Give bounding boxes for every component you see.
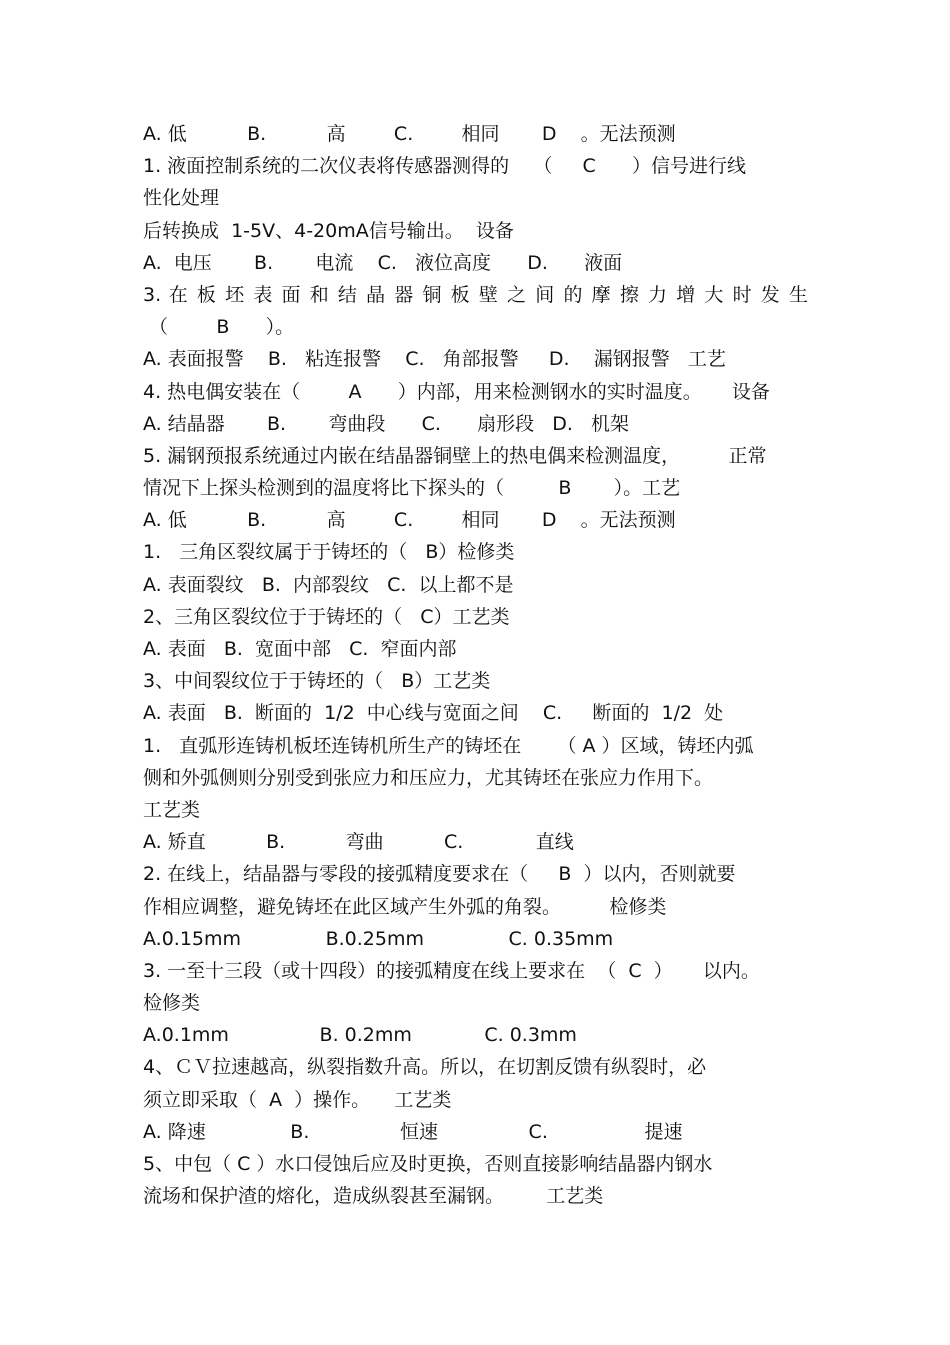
text-line: 2、三角区裂纹位于于铸坯的（ C）工艺类 <box>143 605 510 628</box>
text-line: 1. 三角区裂纹属于于铸坯的（ B）检修类 <box>143 541 515 564</box>
text-line: A. 表面 B. 断面的 1/2 中心线与宽面之间 C. 断面的 1/2 处 <box>143 702 724 725</box>
text-line: 1. 液面控制系统的二次仪表将传感器测得的 （ C ）信号进行线 <box>143 155 747 178</box>
text-line: 情况下上探头检测到的温度将比下探头的（ B ）。工艺 <box>143 477 681 500</box>
text-line: A. 电压 B. 电流 C. 液位高度 D. 液面 <box>143 251 623 274</box>
text-line: 作相应调整，避免铸坯在此区域产生外弧的角裂。 检修类 <box>143 895 667 918</box>
text-line: 流场和保护渣的熔化，造成纵裂甚至漏钢。 工艺类 <box>143 1185 604 1208</box>
text-line: A. 表面报警 B. 粘连报警 C. 角部报警 D. 漏钢报警 工艺 <box>143 348 726 371</box>
text-line: 工艺类 <box>143 798 201 821</box>
text-line: A. 表面 B. 宽面中部 C. 窄面内部 <box>143 638 457 660</box>
text-line: 5、中包（ C ）水口侵蚀后应及时更换，否则直接影响结晶器内钢水 <box>143 1153 713 1175</box>
text-line: A. 低 B. 高 C. 相同 D 。无法预测 <box>143 509 676 532</box>
text-line: 检修类 <box>143 992 201 1015</box>
text-line: A. 表面裂纹 B. 内部裂纹 C. 以上都不是 <box>143 573 514 596</box>
text-line: （ B ）。 <box>143 316 295 339</box>
text-line: 侧和外弧侧则分别受到张应力和压应力，尤其铸坯在张应力作用下。 <box>143 766 714 789</box>
text-line: 1. 直弧形连铸机板坯连铸机所生产的铸坯在 （ A ）区域，铸坯内弧 <box>143 734 754 757</box>
text-line: 须立即采取（ A ）操作。 工艺类 <box>143 1088 452 1111</box>
document-body <box>143 118 808 1212</box>
text-line: 2. 在线上，结晶器与零段的接弧精度要求在（ B ）以内，否则就要 <box>143 863 736 886</box>
text-line: A. 矫直 B. 弯曲 C. 直线 <box>143 831 574 854</box>
text-line: A. 低 B. 高 C. 相同 D 。无法预测 <box>143 123 676 145</box>
text-line: A. 结晶器 B. 弯曲段 C. 扇形段 D. 机架 <box>143 412 630 435</box>
text-line: 4、ＣＶ拉速越高，纵裂指数升高。所以，在切割反馈有纵裂时，必 <box>143 1056 707 1079</box>
text-line: A.0.1mm B. 0.2mm C. 0.3mm <box>143 1024 577 1047</box>
text-line: 3. 一至十三段（或十四段）的接弧精度在线上要求在 （ C ） 以内。 <box>143 959 760 982</box>
text-line: 性化处理 <box>143 187 220 210</box>
text-line: A.0.15mm B.0.25mm C. 0.35mm <box>143 927 614 950</box>
text-line: A. 降速 B. 恒速 C. 提速 <box>143 1120 683 1143</box>
text-line: 3、中间裂纹位于于铸坯的（ B）工艺类 <box>143 670 491 693</box>
text-line: 3. 在 板 坯 表 面 和 结 晶 器 铜 板 壁 之 间 的 摩 擦 力 增 大 时 发 生 <box>143 283 808 306</box>
text-line: 4. 热电偶安装在（ A ）内部，用来检测钢水的实时温度。 设备 <box>143 380 770 403</box>
text-line: 5. 漏钢预报系统通过内嵌在结晶器铜壁上的热电偶来检测温度， 正常 <box>143 444 767 467</box>
text-line: 后转换成 1-5V、4-20mA信号输出。 设备 <box>143 219 514 242</box>
